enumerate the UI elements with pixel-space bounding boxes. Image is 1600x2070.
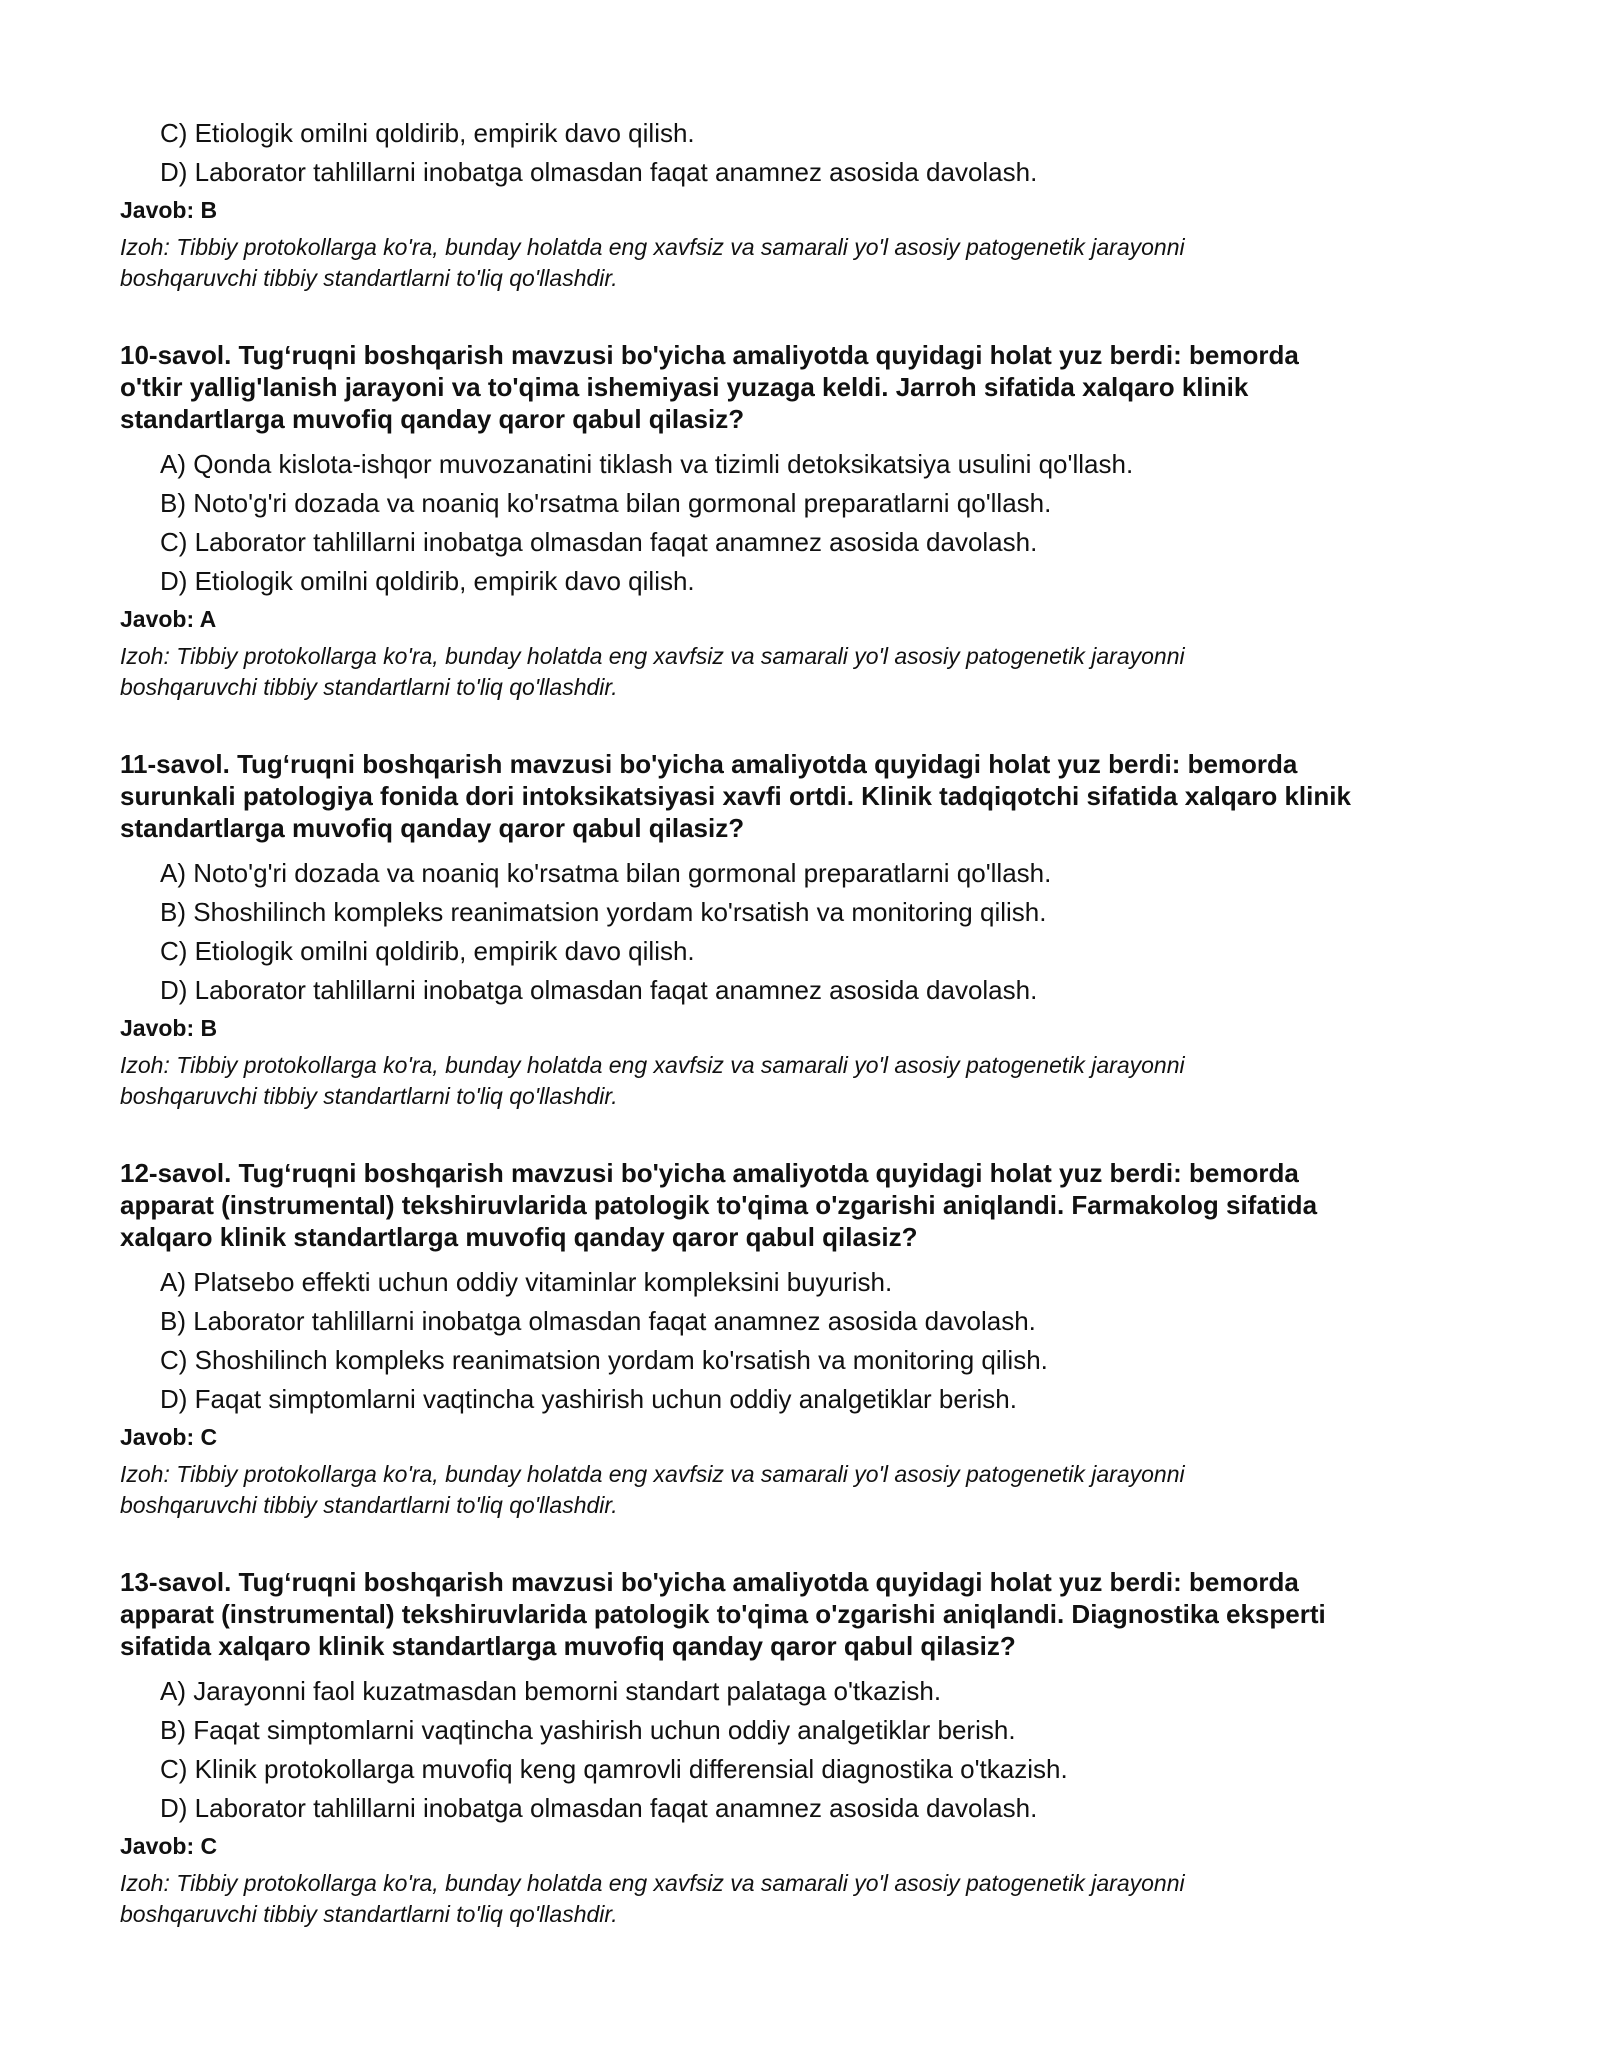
answer-option: D) Laborator tahlillarni inobatga olmasdan faqat anamnez asosida davolash. [160, 157, 1038, 187]
answer-option-b: B) Laborator tahlillarni inobatga olmasdan faqat anamnez asosida davolash. [160, 1306, 1036, 1336]
question-title [120, 748, 1500, 844]
explanation-line: Izoh: Tibbiy protokollarga ko'ra, bunday holatda eng xavfsiz va samarali yo'l asosiy patogenetik jarayonni [120, 1461, 1185, 1487]
explanation-note [120, 641, 1500, 703]
question-13 [120, 1566, 1500, 1930]
answer-option-b: B) Faqat simptomlarni vaqtincha yashirish uchun oddiy analgetiklar berish. [160, 1715, 1016, 1745]
explanation-line: boshqaruvchi tibbiy standartlarni to'liq qo'llashdir. [120, 1901, 618, 1927]
explanation-line: Izoh: Tibbiy protokollarga ko'ra, bunday holatda eng xavfsiz va samarali yo'l asosiy patogenetik jarayonni [120, 643, 1185, 669]
question-title-line: o'tkir yallig'lanish jarayoni va to'qima ishemiyasi yuzaga keldi. Jarroh sifatida xalqaro klinik [120, 372, 1249, 402]
question-title [120, 339, 1500, 435]
correct-answer: Javob: C [120, 1424, 218, 1450]
explanation-line: boshqaruvchi tibbiy standartlarni to'liq qo'llashdir. [120, 1083, 618, 1109]
explanation-line: boshqaruvchi tibbiy standartlarni to'liq qo'llashdir. [120, 265, 618, 291]
explanation-note [120, 1050, 1500, 1112]
answer-option-a: A) Platsebo effekti uchun oddiy vitaminlar kompleksini buyurish. [160, 1267, 893, 1297]
explanation-line: Izoh: Tibbiy protokollarga ko'ra, bunday holatda eng xavfsiz va samarali yo'l asosiy patogenetik jarayonni [120, 1870, 1185, 1896]
question-title-line: surunkali patologiya fonida dori intoksikatsiyasi xavfi ortdi. Klinik tadqiqotchi sifatida xalqaro klinik [120, 781, 1351, 811]
explanation-line: Izoh: Tibbiy protokollarga ko'ra, bunday holatda eng xavfsiz va samarali yo'l asosiy patogenetik jarayonni [120, 234, 1185, 260]
correct-answer: Javob: C [120, 1833, 218, 1859]
answer-option-d: D) Etiologik omilni qoldirib, empirik davo qilish. [160, 566, 695, 596]
document-page [120, 118, 1500, 1930]
question-title-line: apparat (instrumental) tekshiruvlarida patologik to'qima o'zgarishi aniqlandi. Farmakolog sifatida [120, 1190, 1318, 1220]
answer-option-d: D) Faqat simptomlarni vaqtincha yashirish uchun oddiy analgetiklar berish. [160, 1384, 1017, 1414]
answer-option-c: C) Shoshilinch kompleks reanimatsion yordam ko'rsatish va monitoring qilish. [160, 1345, 1048, 1375]
question-11 [120, 748, 1500, 1112]
explanation-note [120, 232, 1500, 294]
question-title-line: 13-savol. Tug‘ruqni boshqarish mavzusi bo'yicha amaliyotda quyidagi holat yuz berdi: bemorda [120, 1567, 1299, 1597]
question-title-line: 10-savol. Tug‘ruqni boshqarish mavzusi bo'yicha amaliyotda quyidagi holat yuz berdi: bemorda [120, 340, 1299, 370]
question-12 [120, 1157, 1500, 1521]
question-10 [120, 339, 1500, 703]
question-title-line: apparat (instrumental) tekshiruvlarida patologik to'qima o'zgarishi aniqlandi. Diagnostika eksperti [120, 1599, 1326, 1629]
answer-option-b: B) Shoshilinch kompleks reanimatsion yordam ko'rsatish va monitoring qilish. [160, 897, 1047, 927]
explanation-line: Izoh: Tibbiy protokollarga ko'ra, bunday holatda eng xavfsiz va samarali yo'l asosiy patogenetik jarayonni [120, 1052, 1185, 1078]
question-title-line: standartlarga muvofiq qanday qaror qabul qilasiz? [120, 813, 745, 843]
answer-option-c: C) Klinik protokollarga muvofiq keng qamrovli differensial diagnostika o'tkazish. [160, 1754, 1068, 1784]
answer-option: C) Etiologik omilni qoldirib, empirik davo qilish. [160, 118, 695, 148]
question-title-line: 12-savol. Tug‘ruqni boshqarish mavzusi bo'yicha amaliyotda quyidagi holat yuz berdi: bemorda [120, 1158, 1299, 1188]
explanation-note [120, 1868, 1500, 1930]
question-9-tail [120, 118, 1500, 294]
question-title-line: sifatida xalqaro klinik standartlarga muvofiq qanday qaror qabul qilasiz? [120, 1631, 1016, 1661]
question-title-line: xalqaro klinik standartlarga muvofiq qanday qaror qabul qilasiz? [120, 1222, 918, 1252]
explanation-line: boshqaruvchi tibbiy standartlarni to'liq qo'llashdir. [120, 674, 618, 700]
question-title-line: standartlarga muvofiq qanday qaror qabul qilasiz? [120, 404, 745, 434]
correct-answer: Javob: A [120, 606, 217, 632]
answer-option-d: D) Laborator tahlillarni inobatga olmasdan faqat anamnez asosida davolash. [160, 975, 1038, 1005]
answer-option-d: D) Laborator tahlillarni inobatga olmasdan faqat anamnez asosida davolash. [160, 1793, 1038, 1823]
answer-option-b: B) Noto'g'ri dozada va noaniq ko'rsatma bilan gormonal preparatlarni qo'llash. [160, 488, 1052, 518]
question-title-line: 11-savol. Tug‘ruqni boshqarish mavzusi bo'yicha amaliyotda quyidagi holat yuz berdi: bemorda [120, 749, 1298, 779]
explanation-note [120, 1459, 1500, 1521]
answer-option-c: C) Etiologik omilni qoldirib, empirik davo qilish. [160, 936, 695, 966]
answer-option-a: A) Qonda kislota-ishqor muvozanatini tiklash va tizimli detoksikatsiya usulini qo'llash. [160, 449, 1134, 479]
explanation-line: boshqaruvchi tibbiy standartlarni to'liq qo'llashdir. [120, 1492, 618, 1518]
answer-option-a: A) Jarayonni faol kuzatmasdan bemorni standart palataga o'tkazish. [160, 1676, 942, 1706]
correct-answer: Javob: B [120, 1015, 218, 1041]
question-title [120, 1566, 1500, 1662]
question-title [120, 1157, 1500, 1253]
answer-option-a: A) Noto'g'ri dozada va noaniq ko'rsatma bilan gormonal preparatlarni qo'llash. [160, 858, 1052, 888]
correct-answer: Javob: B [120, 197, 218, 223]
answer-option-c: C) Laborator tahlillarni inobatga olmasdan faqat anamnez asosida davolash. [160, 527, 1038, 557]
